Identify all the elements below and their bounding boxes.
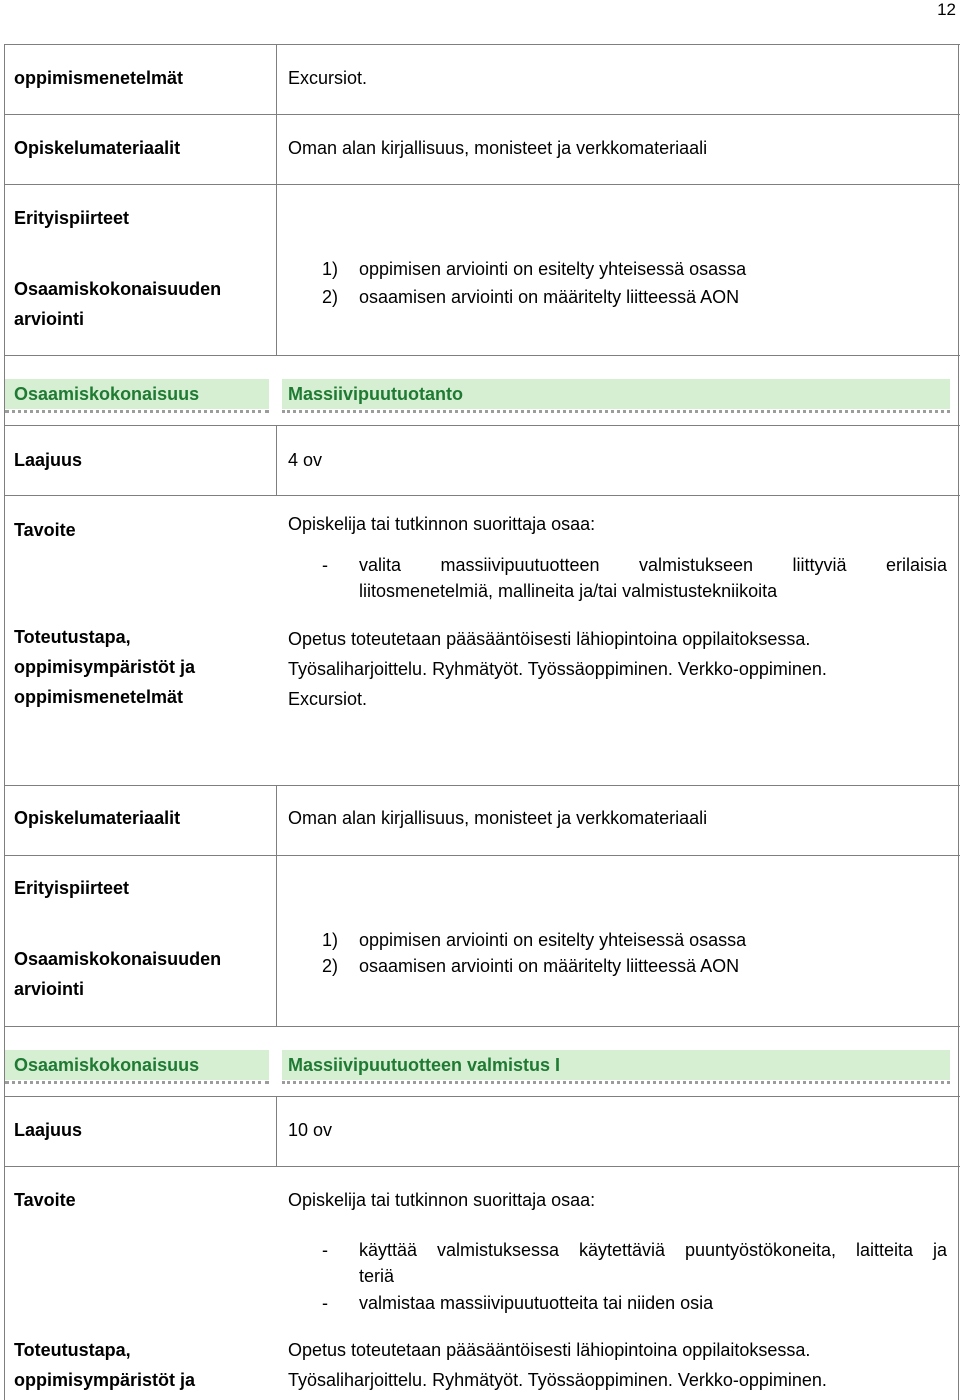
assessment-label: arviointi bbox=[14, 979, 85, 999]
column-divider bbox=[276, 1096, 277, 1166]
header-underline bbox=[282, 410, 950, 413]
scope-label: Laajuus bbox=[14, 450, 83, 470]
table-rule bbox=[4, 1096, 960, 1097]
implementation-value: Työsaliharjoittelu. Ryhmätyöt. Työssäoppiminen. Verkko-oppiminen. bbox=[288, 659, 827, 679]
column-divider bbox=[276, 785, 277, 1026]
table-rule bbox=[4, 1026, 960, 1027]
module-label: Osaamiskokonaisuus bbox=[14, 384, 200, 404]
implementation-value: Työsaliharjoittelu. Ryhmätyöt. Työssäoppiminen. Verkko-oppiminen. bbox=[288, 1370, 827, 1390]
goal-item: liitosmenetelmiä, mallineita ja/tai valmistustekniikoita bbox=[359, 581, 778, 601]
assessment-label: Osaamiskokonaisuuden bbox=[14, 949, 222, 969]
goal-intro: Opiskelija tai tutkinnon suorittaja osaa: bbox=[288, 1190, 596, 1210]
list-marker: - bbox=[322, 555, 328, 575]
header-underline bbox=[5, 410, 269, 413]
list-marker: 1) bbox=[322, 259, 339, 279]
implementation-value: Opetus toteutetaan pääsääntöisesti lähiopintoina oppilaitoksessa. bbox=[288, 1340, 811, 1360]
list-marker: 1) bbox=[322, 930, 339, 950]
table-rule bbox=[4, 355, 960, 356]
implementation-label: oppimisympäristöt ja bbox=[14, 1370, 196, 1390]
column-divider bbox=[276, 44, 277, 355]
implementation-value: Opetus toteutetaan pääsääntöisesti lähiopintoina oppilaitoksessa. bbox=[288, 629, 811, 649]
goal-item: käyttää valmistuksessa käytettäviä puuntyöstökoneita, laitteita ja bbox=[359, 1240, 947, 1260]
header-underline bbox=[282, 1081, 950, 1084]
table-left-edge bbox=[4, 44, 5, 1400]
page-number: 12 bbox=[937, 0, 956, 19]
module-title: Massiivipuutuotanto bbox=[288, 384, 463, 404]
module-label: Osaamiskokonaisuus bbox=[14, 1055, 200, 1075]
table-rule bbox=[4, 495, 960, 496]
goal-label: Tavoite bbox=[14, 520, 76, 540]
implementation-label: oppimismenetelmät bbox=[14, 687, 184, 707]
assessment-label: arviointi bbox=[14, 309, 85, 329]
module-title: Massiivipuutuotteen valmistus I bbox=[288, 1055, 561, 1075]
list-marker: 2) bbox=[322, 956, 339, 976]
goal-item: valita massiivipuutuotteen valmistukseen liittyviä erilaisia bbox=[359, 555, 947, 575]
assessment-label: Osaamiskokonaisuuden bbox=[14, 279, 222, 299]
methods-value: Excursiot. bbox=[288, 68, 368, 88]
implementation-label: Toteutustapa, bbox=[14, 627, 131, 647]
methods-label: oppimismenetelmät bbox=[14, 68, 184, 88]
goal-item: valmistaa massiivipuutuotteita tai niiden osia bbox=[359, 1293, 714, 1313]
table-rule bbox=[4, 855, 960, 856]
special-features-label: Erityispiirteet bbox=[14, 208, 130, 228]
table-rule bbox=[4, 425, 960, 426]
table-rule bbox=[4, 1166, 960, 1167]
table-right-edge bbox=[958, 44, 959, 1400]
table-rule bbox=[4, 184, 960, 185]
implementation-label: Toteutustapa, bbox=[14, 1340, 131, 1360]
table-rule bbox=[4, 114, 960, 115]
scope-label: Laajuus bbox=[14, 1120, 83, 1140]
list-marker: - bbox=[322, 1240, 328, 1260]
materials-value: Oman alan kirjallisuus, monisteet ja verkkomateriaali bbox=[288, 138, 708, 158]
special-features-label: Erityispiirteet bbox=[14, 878, 130, 898]
list-marker: 2) bbox=[322, 287, 339, 307]
assessment-item: osaamisen arviointi on määritelty liitteessä AON bbox=[359, 287, 740, 307]
assessment-item: oppimisen arviointi on esitelty yhteisessä osassa bbox=[359, 259, 747, 279]
column-divider bbox=[276, 425, 277, 495]
list-marker: - bbox=[322, 1293, 328, 1313]
goal-item: teriä bbox=[359, 1266, 395, 1286]
scope-value: 4 ov bbox=[288, 450, 323, 470]
implementation-label: oppimisympäristöt ja bbox=[14, 657, 196, 677]
table-rule bbox=[4, 785, 960, 786]
implementation-value: Excursiot. bbox=[288, 689, 368, 709]
assessment-item: oppimisen arviointi on esitelty yhteisessä osassa bbox=[359, 930, 747, 950]
materials-label: Opiskelumateriaalit bbox=[14, 138, 181, 158]
materials-value: Oman alan kirjallisuus, monisteet ja verkkomateriaali bbox=[288, 808, 708, 828]
assessment-item: osaamisen arviointi on määritelty liitteessä AON bbox=[359, 956, 740, 976]
goal-label: Tavoite bbox=[14, 1190, 76, 1210]
goal-intro: Opiskelija tai tutkinnon suorittaja osaa: bbox=[288, 514, 596, 534]
header-underline bbox=[5, 1081, 269, 1084]
materials-label: Opiskelumateriaalit bbox=[14, 808, 181, 828]
table-rule bbox=[4, 44, 960, 45]
scope-value: 10 ov bbox=[288, 1120, 333, 1140]
